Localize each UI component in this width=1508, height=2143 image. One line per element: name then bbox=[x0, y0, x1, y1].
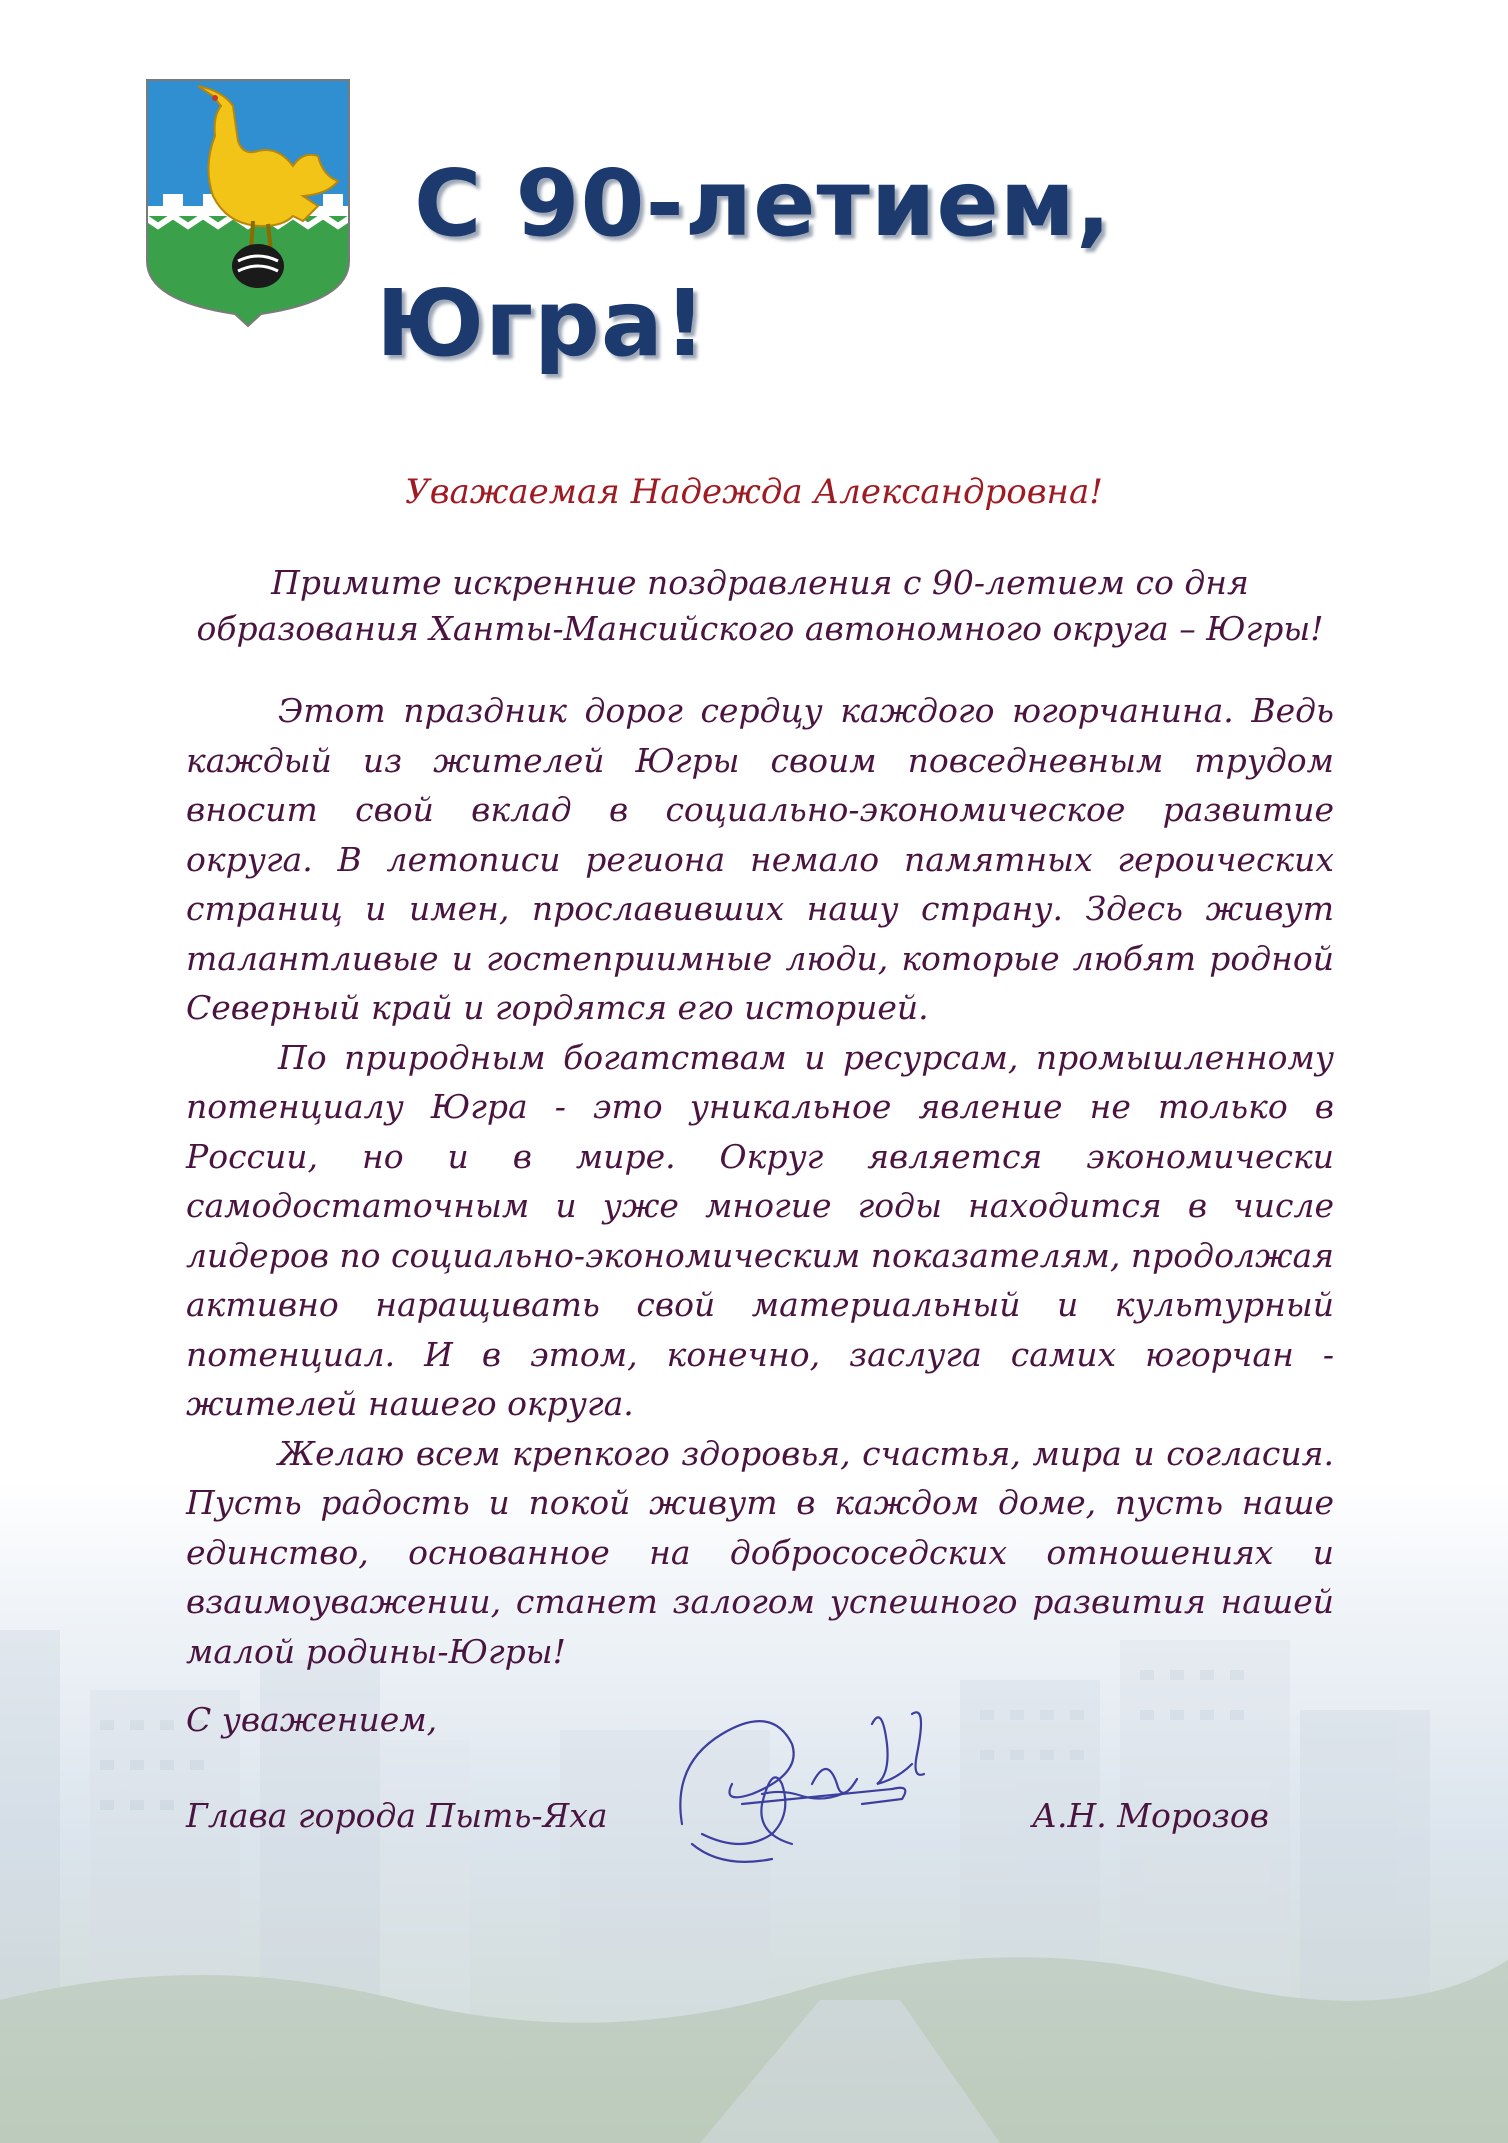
signature-image bbox=[662, 1684, 962, 1884]
greeting: Уважаемая Надежда Александровна! bbox=[405, 472, 1103, 512]
page-title-line1: С 90-летием, bbox=[414, 150, 1112, 257]
paragraph: По природным богатствам и ресурсам, промышленному потенциалу Югра - это уникальное явление не только в России, но и в мире. Округ является экономически самодостаточным и уже многие годы находится в числе лидеров по социально-экономическим показателям, продолжая активно наращивать свой материальный и культурный потенциал. И в этом, конечно, заслуга самих югорчан - жителей нашего округа. bbox=[186, 1037, 1334, 1423]
letter-body bbox=[186, 686, 1334, 1676]
intro-text: Примите искренние поздравления с 90-летием со дня образования Ханты-Мансийского автономного округа – Югры! bbox=[196, 563, 1324, 648]
signatory-name: А.Н. Морозов bbox=[1032, 1796, 1269, 1835]
signatory-position: Глава города Пыть-Яха bbox=[186, 1796, 608, 1835]
paragraph: Этот праздник дорог сердцу каждого югорчанина. Ведь каждый из жителей Югры своим повседневным трудом вносит свой вклад в социально-экономическое развитие округа. В летописи региона немало памятных героических страниц и имен, прославивших нашу страну. Здесь живут талантливые и гостеприимные люди, которые любят родной Северный край и гордятся его историей. bbox=[186, 691, 1334, 1027]
coat-of-arms-icon bbox=[143, 76, 353, 328]
paragraph: Желаю всем крепкого здоровья, счастья, мира и согласия. Пусть радость и покой живут в каждом доме, пусть наше единство, основанное на добрососедских отношениях и взаимоуважении, станет залогом успешного развития нашей малой родины-Югры! bbox=[186, 1433, 1334, 1671]
closing: С уважением, bbox=[186, 1700, 438, 1739]
page-title-line2: Югра! bbox=[376, 270, 707, 377]
